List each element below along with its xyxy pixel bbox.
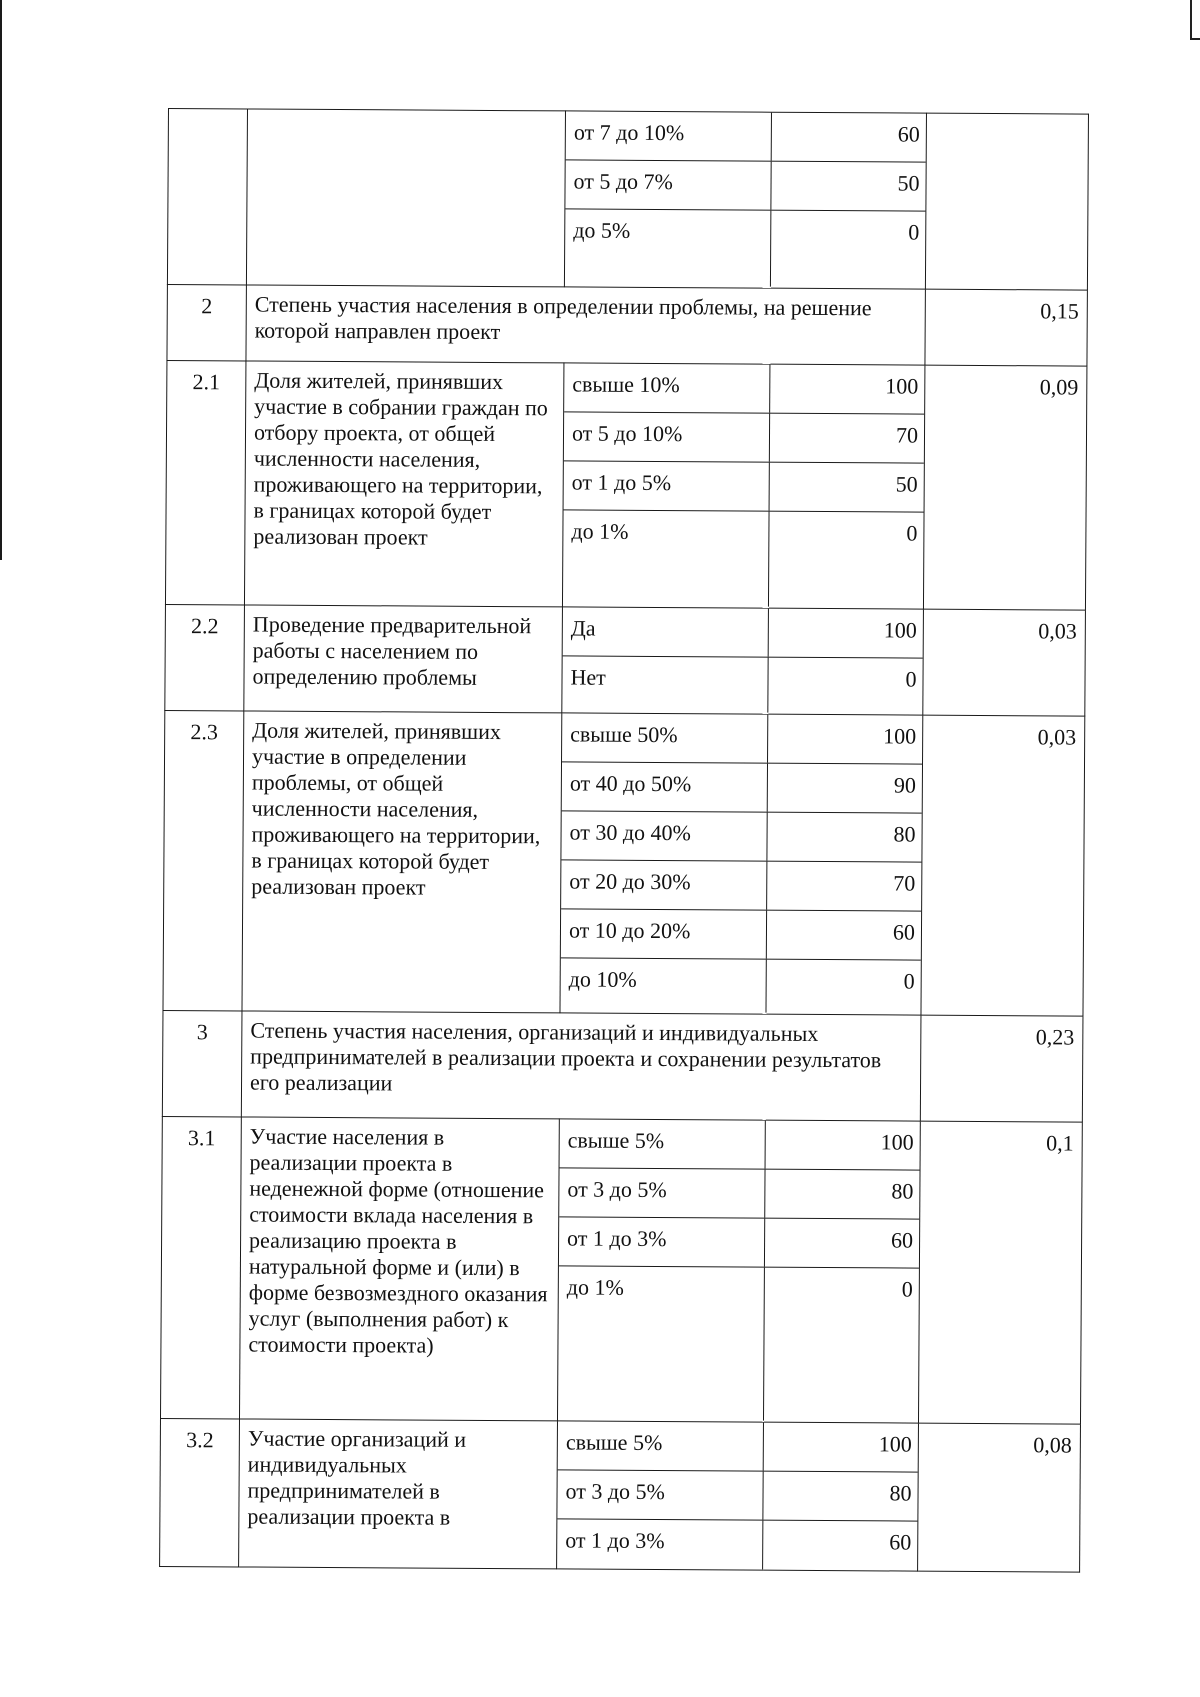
band-range: от 30 до 40% (561, 811, 767, 860)
score-bands (562, 363, 924, 609)
criteria-table-body (160, 109, 1089, 1573)
band-range: свыше 5% (558, 1421, 764, 1470)
band-range: свыше 50% (562, 713, 768, 762)
score-band (561, 860, 921, 911)
band-range: свыше 10% (564, 363, 770, 412)
score-band (562, 656, 922, 713)
band-range: свыше 5% (560, 1119, 766, 1168)
criterion-number: 3.1 (160, 1116, 241, 1418)
band-range: от 20 до 30% (561, 860, 767, 909)
criterion-number: 2.1 (165, 360, 245, 604)
band-score: 0 (903, 968, 915, 994)
band-score: 70 (893, 870, 916, 896)
score-band (561, 811, 921, 862)
band-range: от 1 до 5% (564, 461, 770, 510)
criterion-row (160, 1418, 1081, 1572)
band-range: до 10% (560, 958, 766, 1012)
score-bands (557, 1421, 919, 1571)
score-band (564, 412, 924, 463)
band-range: от 5 до 10% (564, 412, 770, 461)
band-score: 100 (880, 1129, 914, 1155)
criterion-row (167, 109, 1088, 291)
criterion-number: 2.3 (163, 710, 244, 1010)
score-band (560, 1119, 920, 1170)
band-range: от 1 до 3% (557, 1519, 763, 1569)
score-band (558, 1266, 919, 1421)
score-band (562, 713, 922, 764)
score-band (557, 1470, 917, 1521)
band-range: Нет (562, 656, 768, 712)
score-band (562, 762, 922, 813)
score-band (559, 1168, 919, 1219)
score-band (560, 958, 920, 1013)
band-score: 0 (908, 219, 920, 245)
band-score: 80 (889, 1480, 912, 1506)
weight-coefficient: 0,23 (920, 1015, 1083, 1122)
criteria-table (159, 108, 1089, 1573)
band-range: от 5 до 7% (565, 160, 771, 209)
criterion-name (246, 109, 565, 287)
band-score: 50 (897, 170, 920, 196)
criterion-number: 2.2 (165, 604, 245, 710)
criterion-number: 2 (167, 284, 246, 360)
band-score: 70 (895, 422, 919, 448)
band-score: 90 (893, 772, 916, 798)
band-score: 60 (891, 1227, 914, 1253)
band-range: Да (563, 607, 769, 656)
weight-coefficient: 0,1 (918, 1121, 1082, 1424)
band-range: до 5% (565, 209, 771, 286)
criterion-name: Участие организаций и индивидуальных предпринимателей в реализации проекта в (239, 1419, 558, 1569)
weight-coefficient: 0,15 (925, 289, 1087, 366)
band-score: 80 (893, 821, 916, 847)
weight-coefficient: 0,03 (921, 715, 1085, 1016)
score-bands (562, 607, 924, 715)
section-title: Степень участия населения, организаций и индивидуальных предпринимателей в реализации проекта и сохранении результатов его реализации (241, 1011, 921, 1121)
scan-edge-right (1190, 0, 1200, 40)
weight-coefficient: 0,09 (923, 365, 1086, 610)
score-bands (564, 111, 926, 289)
band-range: от 7 до 10% (566, 111, 772, 160)
band-score: 100 (878, 1431, 912, 1457)
band-score: 60 (892, 919, 916, 945)
band-score: 0 (901, 1276, 913, 1302)
band-score: 100 (885, 373, 919, 399)
weight-coefficient (925, 113, 1088, 290)
band-score: 100 (883, 617, 917, 643)
criterion-row (165, 360, 1086, 610)
band-score: 100 (883, 723, 917, 749)
score-band (564, 461, 924, 512)
criterion-name: Доля жителей, принявших участие в определении проблемы, от общей численности населения, проживающего на территории, в границах которой будет реализован проект (242, 711, 562, 1013)
score-band (557, 1519, 917, 1570)
criterion-name: Проведение предварительной работы с населением по определению проблемы (244, 605, 563, 713)
criterion-name: Доля жителей, принявших участие в собрании граждан по отбору проекта, от общей численности населения, проживающего на территории, в границах которой будет реализован проект (244, 361, 563, 607)
weight-coefficient: 0,03 (923, 609, 1086, 716)
band-range: от 40 до 50% (562, 762, 768, 811)
criterion-row (165, 604, 1086, 716)
band-range: до 1% (558, 1266, 765, 1420)
band-range: от 3 до 5% (559, 1168, 765, 1217)
band-score: 0 (906, 520, 918, 546)
score-band (564, 363, 924, 414)
band-score: 60 (897, 121, 920, 147)
band-score: 60 (889, 1529, 912, 1555)
weight-coefficient: 0,08 (918, 1423, 1081, 1572)
band-range: до 1% (563, 510, 770, 606)
score-bands (557, 1119, 920, 1423)
score-band (558, 1421, 918, 1472)
score-band (566, 111, 926, 162)
score-band (563, 510, 924, 607)
criterion-number: 3 (162, 1010, 242, 1116)
band-range: от 1 до 3% (559, 1217, 765, 1266)
criterion-name: Участие населения в реализации проекта в неденежной форме (отношение стоимости вклада населения в реализацию проекта в натуральной форме и (или) в форме безвозмездного оказания услуг (выполнения работ) к стоимости проекта) (239, 1117, 559, 1421)
score-band (561, 909, 921, 960)
score-bands (560, 713, 923, 1015)
band-range: от 3 до 5% (557, 1470, 763, 1519)
section-header-row (162, 1010, 1083, 1122)
section-title: Степень участия населения в определении проблемы, на решение которой направлен проект (246, 285, 925, 365)
band-score: 80 (891, 1178, 914, 1204)
section-header-row (167, 284, 1087, 366)
criterion-number (167, 109, 247, 285)
band-score: 0 (905, 666, 917, 692)
score-band (563, 607, 923, 658)
band-score: 50 (895, 471, 918, 497)
criterion-number: 3.2 (160, 1418, 240, 1566)
score-band (565, 209, 925, 287)
scan-edge-left (0, 0, 2, 560)
score-band (559, 1217, 919, 1268)
band-range: от 10 до 20% (561, 909, 767, 958)
criterion-row (163, 710, 1085, 1016)
score-band (565, 160, 925, 211)
criterion-row (160, 1116, 1082, 1424)
